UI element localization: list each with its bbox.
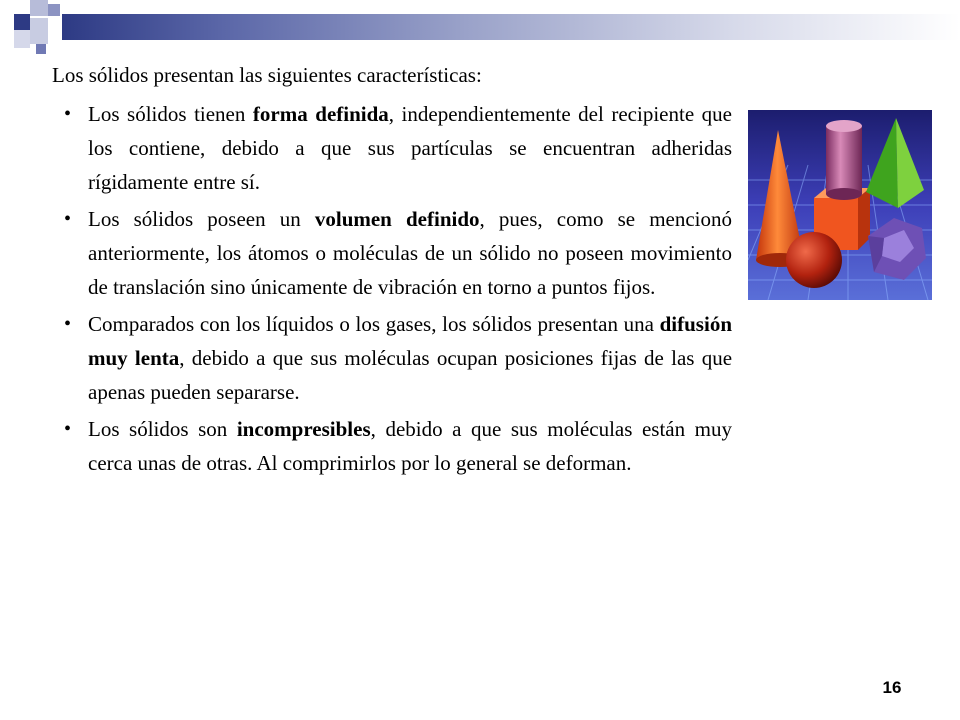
bullet-keyword: incompresibles [236,417,371,441]
bullet-text: , debido a que sus moléculas ocupan posiciones fijas de las que apenas pueden separarse. [88,346,733,404]
page-number: 16 [882,678,902,697]
bullet-text: , debido a que sus moléculas están muy cerca unas de otras. Al comprimirlos por lo general se deforman. [88,417,733,475]
bullet-item [56,307,732,409]
bullet-keyword: volumen definido [314,207,480,231]
bullet-text: , independientemente del recipiente que los contiene, debido a que sus partículas se encuentran adheridas rígidamente entre sí. [88,102,733,194]
bullet-item [56,412,732,480]
bullet-text: Los sólidos son [88,417,237,441]
deco-square-dark [14,14,30,30]
bullet-text: Los sólidos poseen un [88,207,315,231]
bullet-text: , pues, como se mencionó anteriormente, los átomos o moléculas de un sólido no poseen movimiento de translación sino únicamente de vibración en torno a puntos fijos. [88,207,733,299]
bullet-keyword: difusión muy lenta [88,312,732,370]
geometric-solids-image [748,110,932,300]
deco-square-light [14,30,30,48]
bullet-text: Comparados con los líquidos o los gases, los sólidos presentan una [88,312,660,336]
deco-square-mid [48,4,60,16]
bullet-list [56,97,732,483]
deco-square-light [30,18,48,44]
bullet-keyword: forma definida [252,102,389,126]
header-decoration [0,0,960,60]
intro-text: Los sólidos presentan las siguientes características: [52,63,482,87]
deco-square-light [30,0,48,16]
deco-square-mid [36,44,46,54]
bullet-item [56,97,732,199]
header-gradient-bar [62,14,960,40]
bullet-text: Los sólidos tienen [88,102,253,126]
bullet-item [56,202,732,304]
